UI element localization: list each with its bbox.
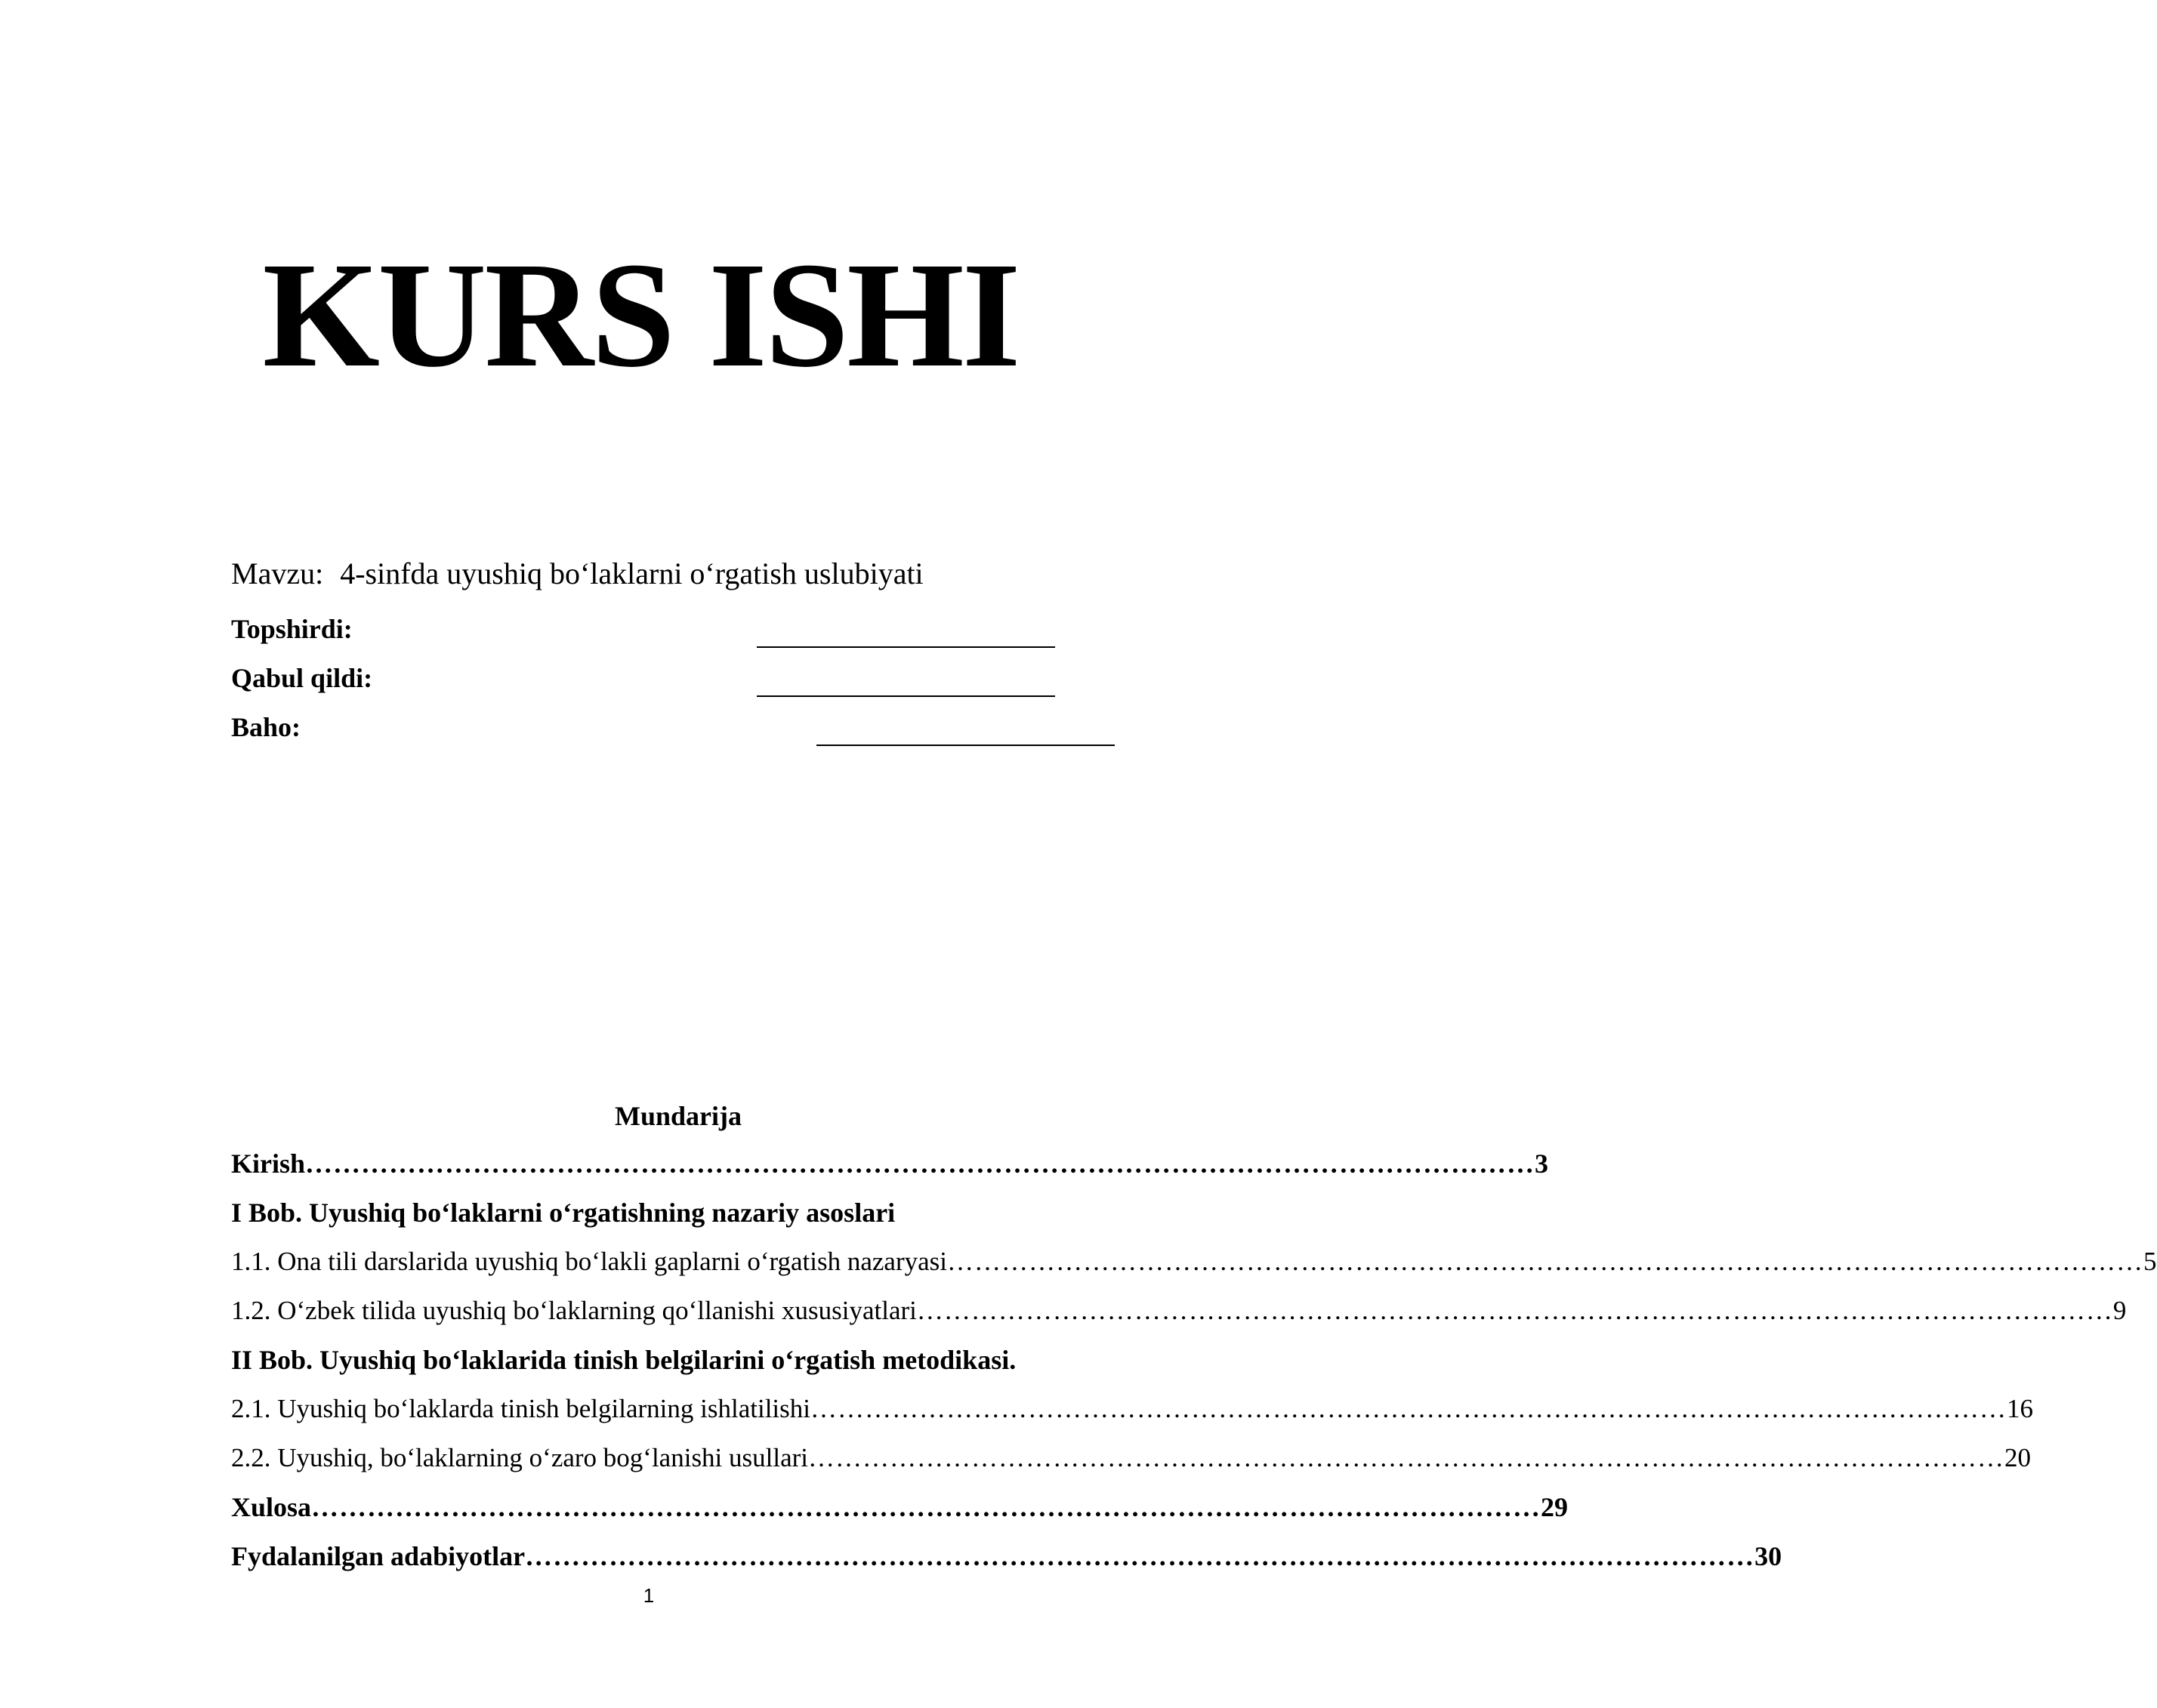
toc-entry-page: 5 [2143, 1247, 2157, 1276]
toc-entry-page: 3 [1535, 1148, 1549, 1179]
toc-heading: Mundarija [614, 1101, 742, 1131]
toc-entry-text: 2.2. Uyushiq, bo‘laklarning o‘zaro bog‘lanishi usullari [231, 1443, 809, 1472]
toc-leader-dots: …………………………………………………………………………………………………………………… [947, 1247, 2143, 1276]
toc-entry-1-2 [231, 1293, 2127, 1328]
grade-blank-line [816, 745, 1115, 746]
page-number: 1 [643, 1584, 655, 1607]
accepted-label: Qabul qildi: [231, 663, 373, 693]
toc-entry-2-1 [231, 1392, 2033, 1426]
toc-leader-dots: …………………………………………………………………………………………………………………… [311, 1492, 1541, 1522]
toc-leader-dots: …………………………………………………………………………………………………………………… [808, 1443, 2005, 1472]
submitted-label: Topshirdi: [231, 614, 353, 644]
toc-entry-text: Kirish [231, 1148, 306, 1179]
toc-entry-page: 29 [1541, 1492, 1569, 1522]
toc-leader-dots: …………………………………………………………………………………………………………………… [525, 1541, 1755, 1571]
document-title: KURS ISHI [262, 232, 1019, 399]
toc-entry-text: 1.1. Ona tili darslarida uyushiq bo‘lakli gaplarni o‘rgatish nazaryasi [231, 1247, 947, 1276]
toc-entry-intro [231, 1146, 1549, 1181]
toc-entry-conclusion [231, 1490, 1569, 1525]
toc-leader-dots: …………………………………………………………………………………………………………………… [305, 1148, 1535, 1179]
toc-entry-references [231, 1539, 1782, 1574]
toc-entry-page: 30 [1754, 1541, 1782, 1571]
toc-entry-text: 1.2. O‘zbek tilida uyushiq bo‘laklarning qo‘llanishi xususiyatlari [231, 1296, 917, 1325]
toc-entry-text: Fydalanilgan adabiyotlar [231, 1541, 526, 1571]
toc-entry-text: 2.1. Uyushiq bo‘laklarda tinish belgilarning ishlatilishi [231, 1394, 810, 1423]
toc-entry-1-1 [231, 1244, 2157, 1279]
toc-chapter-1: I Bob. Uyushiq bo‘laklarni o‘rgatishning nazariy asoslari [231, 1198, 896, 1228]
accepted-blank-line [757, 695, 1055, 697]
toc-entry-page: 9 [2112, 1296, 2127, 1325]
toc-entry-text: Xulosa [231, 1492, 312, 1522]
grade-label: Baho: [231, 712, 301, 742]
toc-leader-dots: …………………………………………………………………………………………………………………… [810, 1394, 2007, 1423]
toc-chapter-2: II Bob. Uyushiq bo‘laklarida tinish belgilarini o‘rgatish metodikasi. [231, 1345, 1017, 1375]
subject-label: Mavzu: [231, 556, 324, 590]
subject-value: 4-sinfda uyushiq bo‘laklarni o‘rgatish uslubiyati [340, 556, 924, 590]
toc-leader-dots: …………………………………………………………………………………………………………………… [916, 1296, 2113, 1325]
subject-line [231, 556, 924, 591]
toc-entry-page: 16 [2007, 1394, 2033, 1423]
toc-entry-2-2 [231, 1441, 2032, 1475]
submitted-blank-line [757, 646, 1055, 648]
toc-entry-page: 20 [2004, 1443, 2032, 1472]
